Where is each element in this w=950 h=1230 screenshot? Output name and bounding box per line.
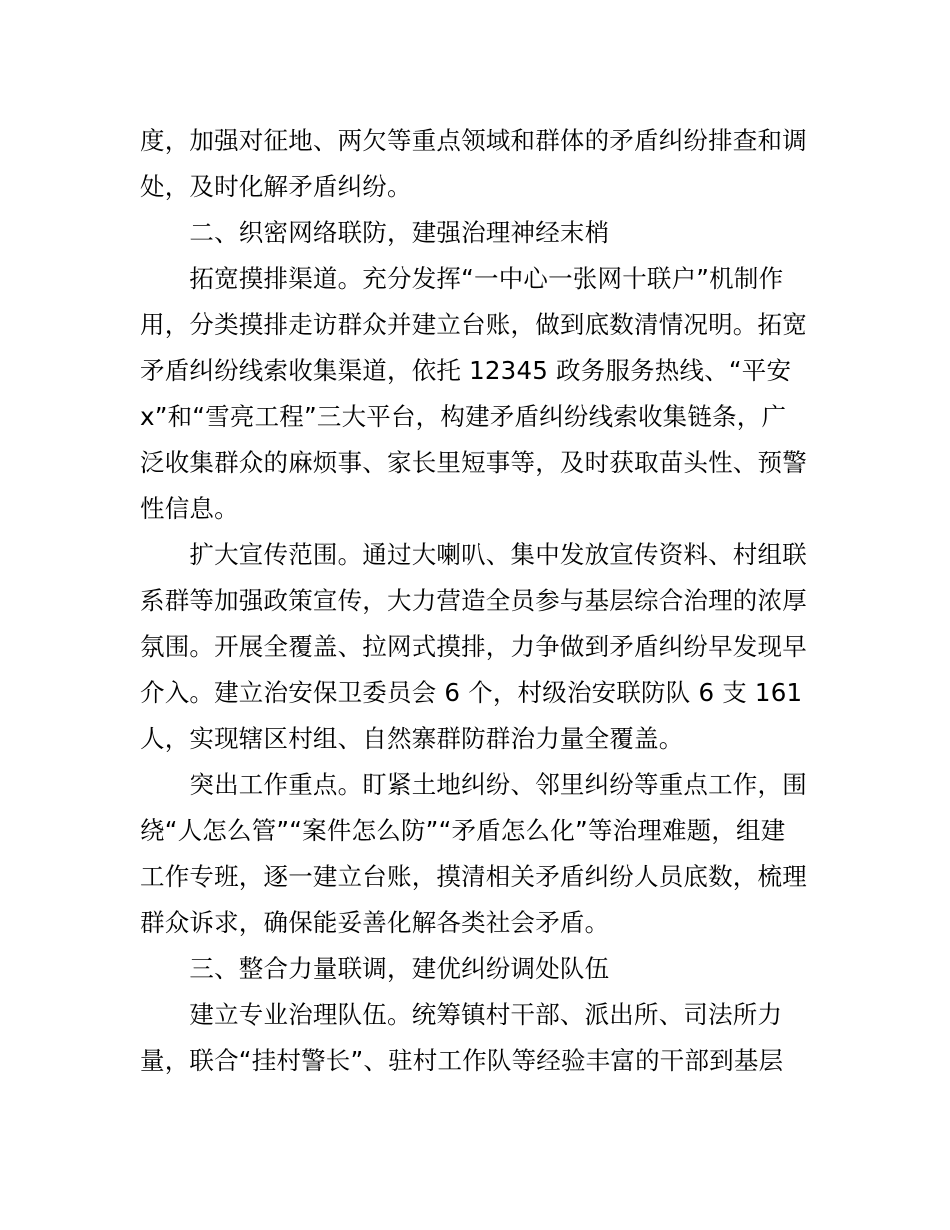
text-line: 矛盾纠纷线索收集渠道，依托 12345 政务服务热线、“平安 [140,356,792,385]
text-line: x”和“雪亮工程”三大平台，构建矛盾纠纷线索收集链条，广 [140,402,787,431]
text-line: 量，联合“挂村警长”、驻村工作队等经验丰富的干部到基层 [140,1046,784,1075]
text-line: 人，实现辖区村组、自然寨群防群治力量全覆盖。 [140,724,684,753]
text-line: 度，加强对征地、两欠等重点领域和群体的矛盾纠纷排查和调 [140,126,807,155]
text-line: 系群等加强政策宣传，大力营造全员参与基层综合治理的浓厚 [140,586,807,615]
document-page [140,118,812,1084]
text-line: 群众诉求，确保能妥善化解各类社会矛盾。 [140,908,610,937]
text-line: 扩大宣传范围。通过大喇叭、集中发放宣传资料、村组联 [140,540,807,569]
text-line: 介入。建立治安保卫委员会 6 个，村级治安联防队 6 支 161 [140,678,803,707]
text-line: 处，及时化解矛盾纠纷。 [140,172,412,201]
text-line: 拓宽摸排渠道。充分发挥“一中心一张网十联户”机制作 [140,264,784,293]
text-line: 绕“人怎么管”“案件怎么防”“矛盾怎么化”等治理难题，组建 [140,816,786,845]
text-line: 性信息。 [140,494,239,523]
text-line: 工作专班，逐一建立台账，摸清相关矛盾纠纷人员底数，梳理 [140,862,807,891]
text-line: 突出工作重点。盯紧土地纠纷、邻里纠纷等重点工作，围 [140,770,807,799]
section-heading: 二、织密网络联防，建强治理神经末梢 [140,218,610,247]
text-line: 泛收集群众的麻烦事、家长里短事等，及时获取苗头性、预警 [140,448,807,477]
text-line: 用，分类摸排走访群众并建立台账，做到底数清情况明。拓宽 [140,310,807,339]
section-heading: 三、整合力量联调，建优纠纷调处队伍 [140,954,610,983]
text-line: 氛围。开展全覆盖、拉网式摸排，力争做到矛盾纠纷早发现早 [140,632,807,661]
text-line: 建立专业治理队伍。统筹镇村干部、派出所、司法所力 [140,1000,783,1029]
